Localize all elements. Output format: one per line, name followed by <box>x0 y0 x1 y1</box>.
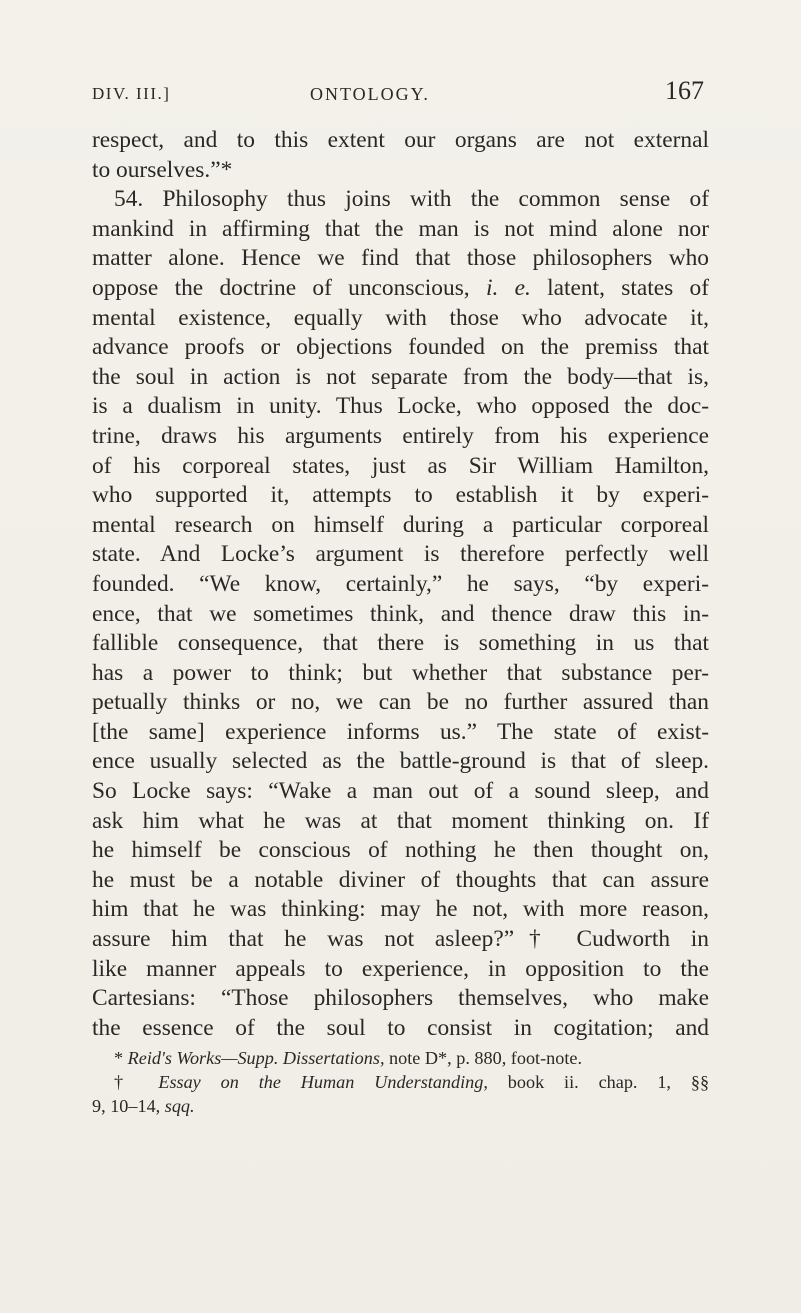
text-line: mental existence, equally with those who advocate it, <box>92 304 709 331</box>
running-head-title: ONTOLOGY. <box>310 84 430 104</box>
text-line: matter alone. Hence we find that those philosophers who <box>92 245 709 272</box>
running-head-section: DIV. III.] <box>92 84 171 103</box>
text-line: of his corporeal states, just as Sir William Hamilton, <box>92 452 709 479</box>
footnote-1 <box>92 1046 709 1070</box>
text-line: mental research on himself during a particular corporeal <box>92 511 709 538</box>
text-line: ence, that we sometimes think, and thence draw this in- <box>92 600 709 627</box>
text-line: has a power to think; but whether that substance per- <box>92 659 709 686</box>
text-line: like manner appeals to experience, in opposition to the <box>92 955 709 982</box>
text-line: petually thinks or no, we can be no further assured than <box>92 689 709 716</box>
text-line: the soul in action is not separate from the body—that is, <box>92 363 709 390</box>
text-line: to ourselves.”* <box>92 156 233 183</box>
text-line: founded. “We know, certainly,” he says, “by experi- <box>92 570 709 597</box>
text-line: assure him that he was not asleep?”† Cudworth in <box>92 926 709 953</box>
text-line: is a dualism in unity. Thus Locke, who opposed the doc- <box>92 393 709 420</box>
text-line: oppose the doctrine of unconscious, i. e. latent, states of <box>92 274 709 301</box>
text-line: the essence of the soul to consist in cogitation; and <box>92 1014 709 1041</box>
text-line: So Locke says: “Wake a man out of a sound sleep, and <box>92 778 709 805</box>
text-line: he must be a notable diviner of thoughts that can assure <box>92 866 709 893</box>
footnote-source-title: Essay on the Human Understanding, <box>158 1072 488 1092</box>
text-line: mankind in affirming that the man is not mind alone nor <box>92 215 709 242</box>
text-line: trine, draws his arguments entirely from his experience <box>92 422 709 449</box>
footnote-2 <box>92 1070 709 1094</box>
text-line: state. And Locke’s argument is therefore perfectly well <box>92 541 709 568</box>
text-line: who supported it, attempts to establish it by experi- <box>92 482 709 509</box>
page-number: 167 <box>665 76 704 105</box>
text-line: ence usually selected as the battle-ground is that of sleep. <box>92 748 709 775</box>
text-line: 54. Philosophy thus joins with the common sense of <box>114 186 709 213</box>
text-line: fallible consequence, that there is something in us that <box>92 630 709 657</box>
text-line: he himself be conscious of nothing he then thought on, <box>92 837 709 864</box>
latin-abbrev: sqq. <box>164 1096 195 1116</box>
text-line: him that he was thinking: may he not, with more reason, <box>92 896 709 923</box>
latin-abbrev: i. e. <box>485 274 531 301</box>
body-text <box>92 126 709 1043</box>
text-line: advance proofs or objections founded on the premiss that <box>92 334 709 361</box>
footnote-marker: † <box>114 1072 139 1092</box>
text-line: ask him what he was at that moment thinking on. If <box>92 807 709 834</box>
footnote-text: note D*, p. 880, foot-note. <box>389 1048 583 1068</box>
footnote-2-continuation: 9, 10–14, sqq. <box>92 1096 195 1116</box>
footnotes <box>92 1046 709 1118</box>
footnote-text: book ii. chap. 1, §§ <box>507 1072 710 1092</box>
footnote-source-title: Reid's Works—Supp. Dissertations, <box>127 1048 385 1068</box>
text-line: Cartesians: “Those philosophers themselves, who make <box>92 985 709 1012</box>
text-line: [the same] experience informs us.” The state of exist- <box>92 718 709 745</box>
footnote-marker: * <box>114 1048 124 1068</box>
running-head <box>92 76 704 106</box>
text-line: respect, and to this extent our organs are not external <box>92 127 709 153</box>
